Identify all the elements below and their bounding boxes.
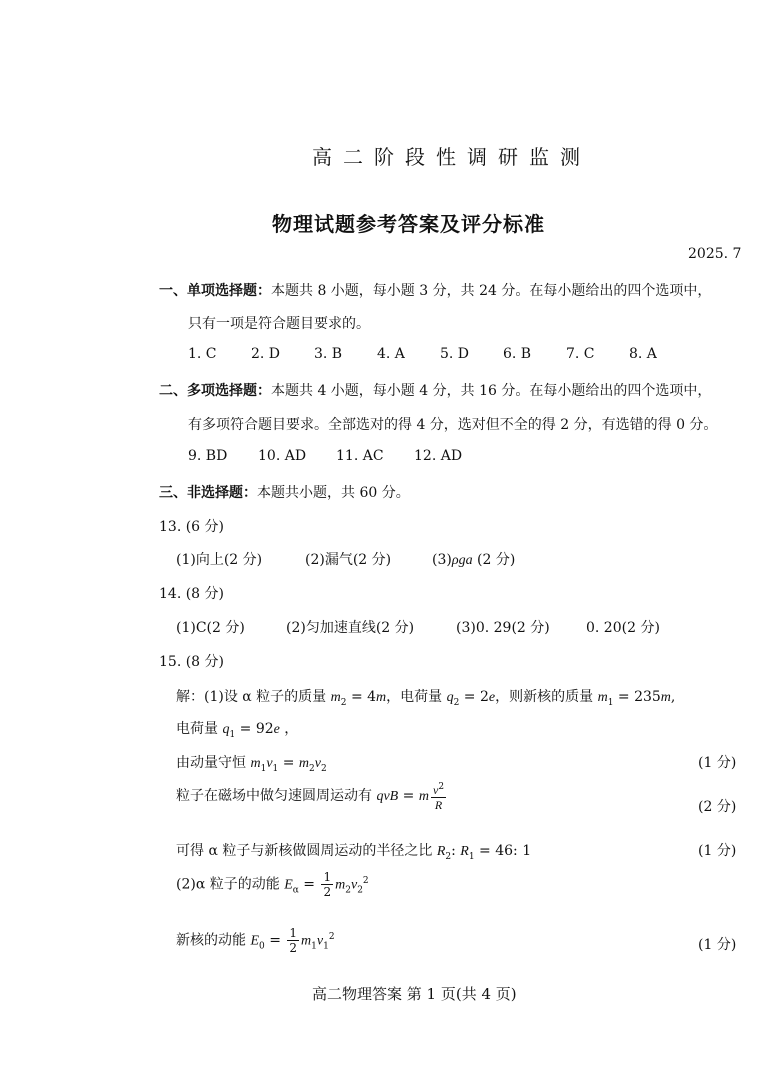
exam-header: 高二阶段性调研监测 (312, 147, 591, 169)
answer-7: 7. C (566, 346, 595, 362)
section1-heading: 一、单项选择题： (159, 283, 271, 299)
q15-line-7-score: (1 分) (698, 937, 737, 953)
answer-8: 8. A (629, 346, 657, 362)
section1-line1 (159, 280, 711, 300)
answer-2: 2. D (251, 346, 281, 362)
q13-answer-3-post: (2 分) (472, 552, 516, 568)
page-title: 物理试题参考答案及评分标准 (272, 212, 545, 236)
q15-line-7-text: 新核的动能 (176, 932, 251, 949)
q13-number: 13. (6 分) (159, 519, 224, 535)
q13-answer-2: (2)漏气(2 分) (305, 552, 392, 568)
q13-answer-3-pre: (3) (432, 552, 452, 568)
q15-line-2-a: 电荷量 (176, 721, 223, 737)
section1-answers (188, 346, 657, 362)
q14-answer-3: (3)0. 29(2 分) (456, 620, 550, 636)
q13-answer-3 (432, 549, 515, 569)
page-footer: 高二物理答案 第 1 页(共 4 页) (312, 985, 517, 1003)
section3-line (159, 482, 410, 502)
section2-line1 (159, 380, 711, 400)
q14-answer-2: (2)匀加速直线(2 分) (286, 620, 415, 636)
q15-line-4-text: 粒子在磁场中做匀速圆周运动有 (176, 788, 377, 804)
q15-line-1-a: 解：(1)设 α 粒子的质量 (176, 689, 331, 705)
q15-line-7: 新核的动能 $E_0$ = $\frac{1}{2}$ $m_1v_1^2$ (176, 926, 335, 955)
q15-line-3-score: (1 分) (698, 755, 737, 771)
q15-line-1-c: ，则新核的质量 (495, 689, 598, 705)
q15-line-2: 电荷量 $q_1 = 92e$ ， (176, 721, 299, 740)
date: 2025. 7 (688, 246, 742, 262)
answer-11: 11. AC (336, 448, 384, 464)
q13-answer-1: (1)向上(2 分) (176, 552, 263, 568)
answer-4: 4. A (377, 346, 405, 362)
answer-1: 1. C (188, 346, 217, 362)
answer-10: 10. AD (258, 448, 307, 464)
section1-desc-a: 本题共 8 小题，每小题 3 分，共 24 分。在每小题给出的四个选项中， (271, 283, 712, 299)
answer-3: 3. B (314, 346, 343, 362)
section2-desc-b: 有多项符合题目要求。全部选对的得 4 分，选对但不全的得 2 分，有选错的得 0 分。 (188, 417, 718, 433)
section1-desc-b: 只有一项是符合题目要求的。 (188, 316, 370, 332)
q15-number: 15. (8 分) (159, 654, 224, 670)
answer-9: 9. BD (188, 448, 228, 464)
q15-line-3: 由动量守恒 $m_1v_1 = m_2v_2$ (176, 755, 327, 774)
q15-line-5-text: 可得 α 粒子与新核做圆周运动的半径之比 (176, 843, 437, 859)
q13-answer-3-math: ρga (451, 553, 473, 568)
q15-line-5-score: (1 分) (698, 843, 737, 859)
section3-heading: 三、非选择题： (159, 485, 257, 501)
section2-desc-a: 本题共 4 小题，每小题 4 分，共 16 分。在每小题给出的四个选项中， (271, 383, 712, 399)
q15-line-4-score: (2 分) (698, 799, 737, 815)
q14-number: 14. (8 分) (159, 586, 224, 602)
q15-line-6: (2)α 粒子的动能 $E_\alpha$ = $\frac{1}{2}$ $m_2v_2^2$ (176, 870, 369, 899)
answer-5: 5. D (440, 346, 470, 362)
section3-desc: 本题共小题，共 60 分。 (257, 485, 410, 501)
q15-line-3-text: 由动量守恒 (176, 755, 251, 771)
q14-answer-1: (1)C(2 分) (176, 620, 245, 636)
q15-line-1-b: ，电荷量 (386, 689, 447, 705)
q15-line-5: 可得 α 粒子与新核做圆周运动的半径之比 $R_2$: $R_1 = 46$: 1 (176, 843, 532, 862)
q15-line-4: 粒子在磁场中做匀速圆周运动有 qvB = m $\frac{v^2}{R}$ (176, 782, 445, 812)
q14-answer-4: 0. 20(2 分) (586, 620, 660, 636)
q15-line-1: 解：(1)设 α 粒子的质量 $m_2 = 4m$，电荷量 $q_2 = 2e$，则新核的质量 $m_1 = 235m$, (176, 689, 676, 708)
section2-heading: 二、多项选择题： (159, 383, 271, 399)
q15-line-6-text: (2)α 粒子的动能 (176, 876, 285, 893)
answer-6: 6. B (503, 346, 532, 362)
answer-12: 12. AD (414, 448, 463, 464)
section2-answers (188, 448, 462, 464)
